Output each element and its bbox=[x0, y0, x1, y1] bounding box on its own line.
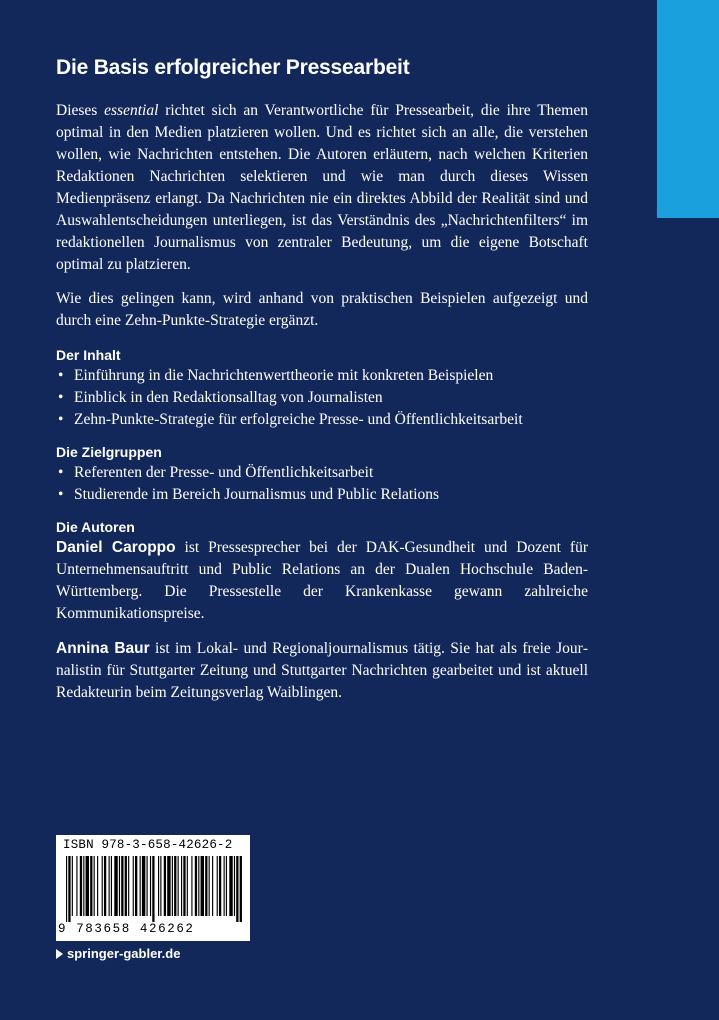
barcode-bar bbox=[191, 856, 192, 916]
barcode-bar bbox=[195, 856, 197, 916]
barcode-bar bbox=[178, 856, 179, 916]
page-title: Die Basis erfolgreicher Pressearbeit bbox=[56, 56, 410, 79]
barcode-bar bbox=[209, 856, 210, 916]
barcode-bar bbox=[109, 856, 110, 916]
barcode-bar bbox=[114, 856, 117, 916]
barcode-bar bbox=[152, 856, 154, 922]
ean-digits: 9 783658 426262 bbox=[58, 922, 195, 936]
barcode-bar bbox=[72, 856, 73, 916]
list-item: • Einführung in die Nachrichtenwerttheorie mit konkreten Beispielen bbox=[56, 365, 588, 387]
barcode-bar bbox=[236, 856, 238, 922]
barcode-bar bbox=[68, 856, 70, 922]
barcode-bar bbox=[142, 856, 145, 916]
author2-paragraph: Annina Baur ist im Lokal- und Regionaljournalismus tätig. Sie hat als freie Journalistin für Stuttgarter Zeitung und Stuttgarter Nachrichten gearbeitet und ist aktuell Redakteurin beim Zeitungsverlag Waiblingen. bbox=[56, 640, 588, 701]
barcode-bar bbox=[76, 856, 77, 916]
barcode-bar bbox=[97, 856, 98, 916]
zielgruppen-list bbox=[56, 462, 588, 506]
barcode-bar bbox=[187, 856, 188, 916]
barcode-bar bbox=[80, 856, 82, 916]
barcode-bar bbox=[104, 856, 106, 916]
barcode-bar bbox=[198, 856, 199, 916]
barcode-bar bbox=[160, 856, 161, 916]
barcode-bar bbox=[219, 856, 221, 916]
barcode-icon bbox=[60, 856, 246, 922]
barcode-bar bbox=[212, 856, 213, 916]
barcode-bar bbox=[111, 856, 112, 916]
publisher-website[interactable]: springer-gabler.de bbox=[56, 946, 180, 961]
barcode-bar bbox=[133, 856, 134, 916]
barcode-bar bbox=[90, 856, 92, 916]
barcode-bar bbox=[121, 856, 123, 916]
list-item: • Einblick in den Redaktionsalltag von Journalisten bbox=[56, 387, 588, 409]
barcode-bar bbox=[128, 856, 129, 916]
barcode-bar bbox=[135, 856, 137, 916]
barcode-bar bbox=[140, 856, 141, 916]
barcode-bar bbox=[201, 856, 204, 916]
inhalt-heading: Der Inhalt bbox=[56, 347, 121, 363]
arrow-right-icon bbox=[56, 949, 63, 959]
isbn-label: ISBN 978-3-658-42626-2 bbox=[63, 838, 233, 852]
barcode-bar bbox=[224, 856, 225, 916]
author1-name: Daniel Caroppo bbox=[56, 539, 176, 556]
author2-name: Annina Baur bbox=[56, 640, 150, 657]
barcode-bar bbox=[167, 856, 170, 916]
barcode-bar bbox=[94, 856, 95, 916]
barcode-bar bbox=[234, 856, 235, 916]
strategy-paragraph: Wie dies gelingen kann, wird anhand von praktischen Beispielen aufgezeigt und durch eine Zehn-Punkte-Strategie ergänzt. bbox=[56, 290, 588, 329]
barcode-bar bbox=[147, 856, 148, 916]
barcode-bar bbox=[83, 856, 84, 916]
barcode-bar bbox=[66, 856, 67, 922]
list-item: • Zehn-Punkte-Strategie für erfolgreiche Presse- und Öffentlichkeitsarbeit bbox=[56, 409, 588, 431]
barcode-bar bbox=[158, 856, 159, 916]
barcode-bar bbox=[172, 856, 173, 916]
barcode-bar bbox=[174, 856, 176, 916]
barcode-bar bbox=[86, 856, 89, 916]
zielgruppen-heading: Die Zielgruppen bbox=[56, 444, 162, 460]
barcode-bar bbox=[226, 856, 227, 916]
barcode-bar bbox=[217, 856, 218, 916]
list-item: • Studierende im Bereich Journalismus und Public Relations bbox=[56, 484, 588, 506]
barcode-bar bbox=[240, 856, 242, 922]
list-item: • Referenten der Presse- und Öffentlichkeitsarbeit bbox=[56, 462, 588, 484]
barcode-bar bbox=[229, 856, 232, 916]
author1-paragraph: Daniel Caroppo ist Pressesprecher bei der DAK-Gesundheit und Dozent für Unternehmensauftritt und Public Relations an der Dualen Hochschule Baden-Württemberg. Die Pressestelle der Krankenkasse gewann zahlreiche Kommunikationspreise. bbox=[56, 539, 588, 622]
barcode-bar bbox=[183, 856, 185, 916]
inhalt-list bbox=[56, 365, 588, 431]
barcode-bar bbox=[164, 856, 166, 916]
barcode-bar bbox=[150, 856, 151, 916]
barcode-bar bbox=[181, 856, 182, 916]
barcode-bar bbox=[205, 856, 207, 916]
back-cover-text bbox=[56, 54, 588, 717]
accent-tab bbox=[657, 0, 719, 218]
isbn-barcode-box bbox=[56, 835, 250, 941]
barcode-bar bbox=[119, 856, 120, 916]
autoren-heading: Die Autoren bbox=[56, 519, 135, 535]
intro-paragraph: Dieses essential richtet sich an Verantwortliche für Pressearbeit, die ihre Themen optimal in den Medien platzieren wollen. Und es richtet sich an alle, die verstehen wollen, wie Nachrichten entstehen. Die Autoren erläutern, nach welchen Kriterien Redaktionen Nachrichten selektieren und wie man durch dieses Wissen Medienpräsenz erlangt. Da Nachrichten nie ein direktes Abbild der Realität sind und Auswahlentscheidungen unterliegen, ist das Verständnis des „Nachrichtenfilters“ im redaktionellen Journalismus von zentraler Bedeutung, um die eigene Botschaft optimal zu platzieren. bbox=[56, 102, 588, 273]
barcode-bar bbox=[125, 856, 127, 916]
barcode-bar bbox=[102, 856, 103, 916]
